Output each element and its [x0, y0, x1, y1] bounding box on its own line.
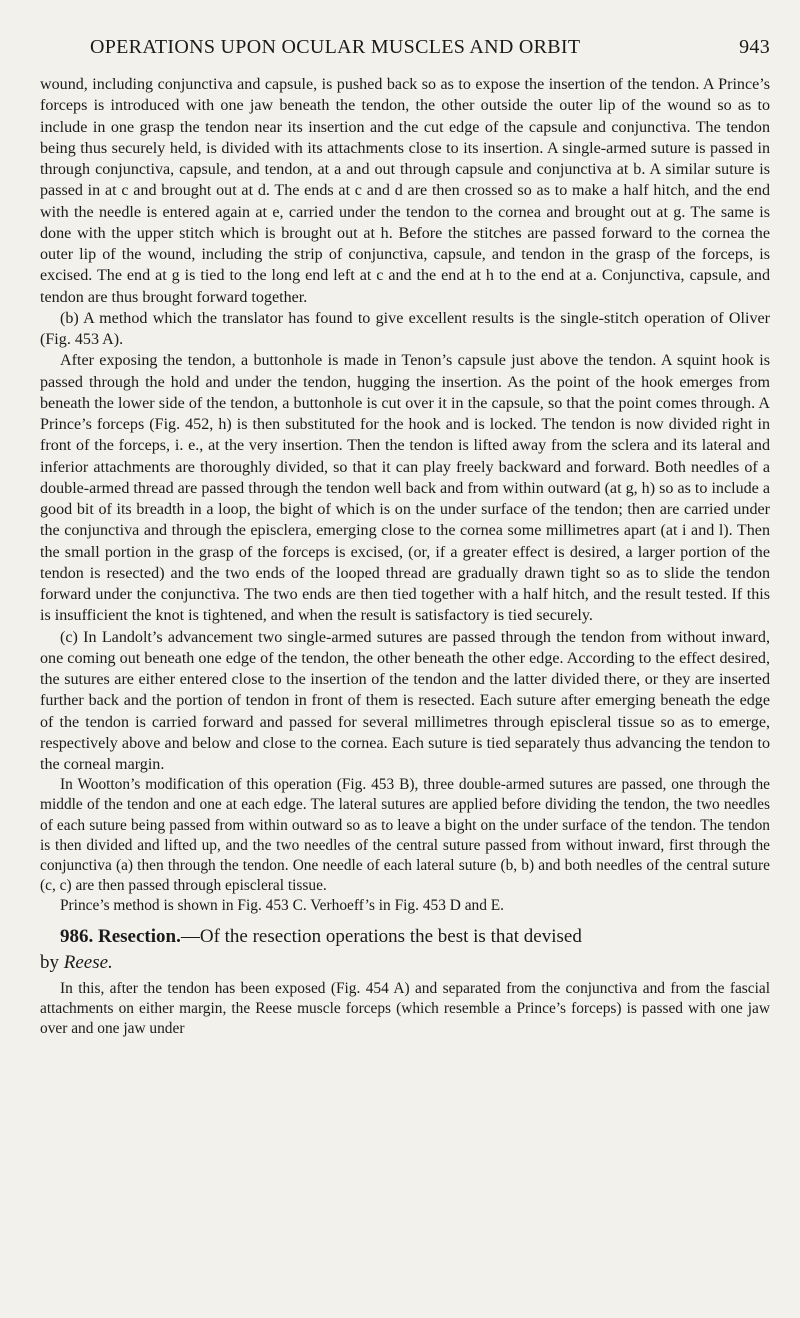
section-tail-name: Reese.	[63, 951, 113, 973]
section-heading-continuation	[40, 951, 770, 975]
section-tail-prefix: by	[40, 951, 64, 973]
paragraph-continuation: wound, including conjunctiva and capsule, is pushed back so as to expose the insertion of the tendon. A Prince’s forceps is introduced with one jaw beneath the tendon, the other outside the outer lip of the wound so as to include in one grasp the tendon near its insertion and the cut edge of the capsule and conjunctiva. The tendon being thus securely held, is divided with its attachments close to its insertion. A single-armed suture is passed in through conjunctiva, capsule, and tendon, at a and out through capsule and conjunctiva at b. A similar suture is passed in at c and brought out at d. The ends at c and d are then crossed so as to make a half hitch, and the end with the needle is entered again at e, carried under the tendon to the cornea and brought out at g. The same is done with the upper stitch which is brought out at h. Before the stitches are passed forward to the cornea the outer lip of the wound, including the strip of conjunctiva, capsule, and tendon in the grasp of the forceps, is excised. The end at g is tied to the long end left at c and the end at h to the end at a. Conjunctiva, capsule, and tendon are thus brought forward together.	[40, 76, 770, 306]
paragraph-prince-verhoeff: Prince’s method is shown in Fig. 453 C. Verhoeff’s in Fig. 453 D and E.	[60, 897, 505, 915]
running-head	[40, 36, 770, 74]
paragraph-landolt-advancement: (c) In Landolt’s advancement two single-armed sutures are passed through the tendon from without inward, one coming out beneath one edge of the tendon, the other beneath the other edge. According to the effect desired, the sutures are either entered close to the insertion of the tendon and the latter divided there, or they are inserted further back and the portion of tendon in front of them is resected. Each suture after emerging beneath the edge of the tendon is carried forward and passed for several millimetres through episcleral tissue so as to emerge, respectively above and below and close to the cornea. Each suture is tied separately thus advancing the tendon to the corneal margin.	[40, 628, 770, 773]
paragraph-reese-resection: In this, after the tendon has been exposed (Fig. 454 A) and separated from the conjunctiva and from the fascial attachments on either margin, the Reese muscle forceps (which resemble a Prince’s forceps) is passed with one jaw over and one jaw under	[40, 979, 770, 1038]
paragraph-wootton-modification: In Wootton’s modification of this operation (Fig. 453 B), three double-armed sutures are passed, one through the middle of the tendon and one at each edge. The lateral sutures are applied before dividing the tendon, the two needles of each suture being passed from within outward so as to leave a bight on the under surface of the tendon. The tendon is then divided and lifted up, and the two needles of the central suture passed from without inward, first through the conjunctiva (a) then through the tendon. One needle of each lateral suture (b, b) and both needles of the central suture (c, c) are then passed through episcleral tissue.	[40, 776, 770, 895]
paragraph-oliver-procedure: After exposing the tendon, a buttonhole is made in Tenon’s capsule just above the tendon. A squint hook is passed through the hold and under the tendon, hugging the insertion. As the point of the hook emerges from beneath the lower side of the tendon, a buttonhole is cut over it in the capsule, so that the point comes through. A Prince’s forceps (Fig. 452, h) is then substituted for the hook and is locked. The tendon is now divided right in front of the forceps, i. e., at the very insertion. Then the tendon is lifted away from the sclera and its lateral and inferior attachments are thoroughly divided, so that it can play freely backward and forward. Both needles of a double-armed thread are passed through the tendon well back and from within outward (at g, h) so as to include a good bit of its breadth in a loop, the bight of which is on the under surface of the tendon; then are carried under the conjunctiva and through the episclera, emerging close to the cornea some millimetres apart (at i and l). Then the small portion in the grasp of the forceps is excised, (or, if a greater effect is desired, a larger portion of the tendon is resected) and the two ends of the looped thread are gradually drawn tight so as to slide the tendon forward under the conjunctiva. The two ends are then tied together with a half hitch, and the result tested. If this is insufficient the knot is tightened, and when the result is satisfactory is tied securely.	[40, 352, 770, 625]
running-title: OPERATIONS UPON OCULAR MUSCLES AND ORBIT	[90, 36, 581, 58]
section-lead-text: —Of the resection operations the best is that devised	[180, 925, 582, 947]
page-number: 943	[739, 36, 770, 58]
book-page	[40, 36, 770, 1039]
section-heading-resection	[40, 925, 770, 949]
section-number: 986.	[60, 925, 94, 947]
paragraph-oliver-method: (b) A method which the translator has found to give excellent results is the single-stitch operation of Oliver (Fig. 453 A).	[40, 309, 770, 348]
section-title: Resection.	[98, 925, 181, 947]
body-text	[40, 74, 770, 1039]
